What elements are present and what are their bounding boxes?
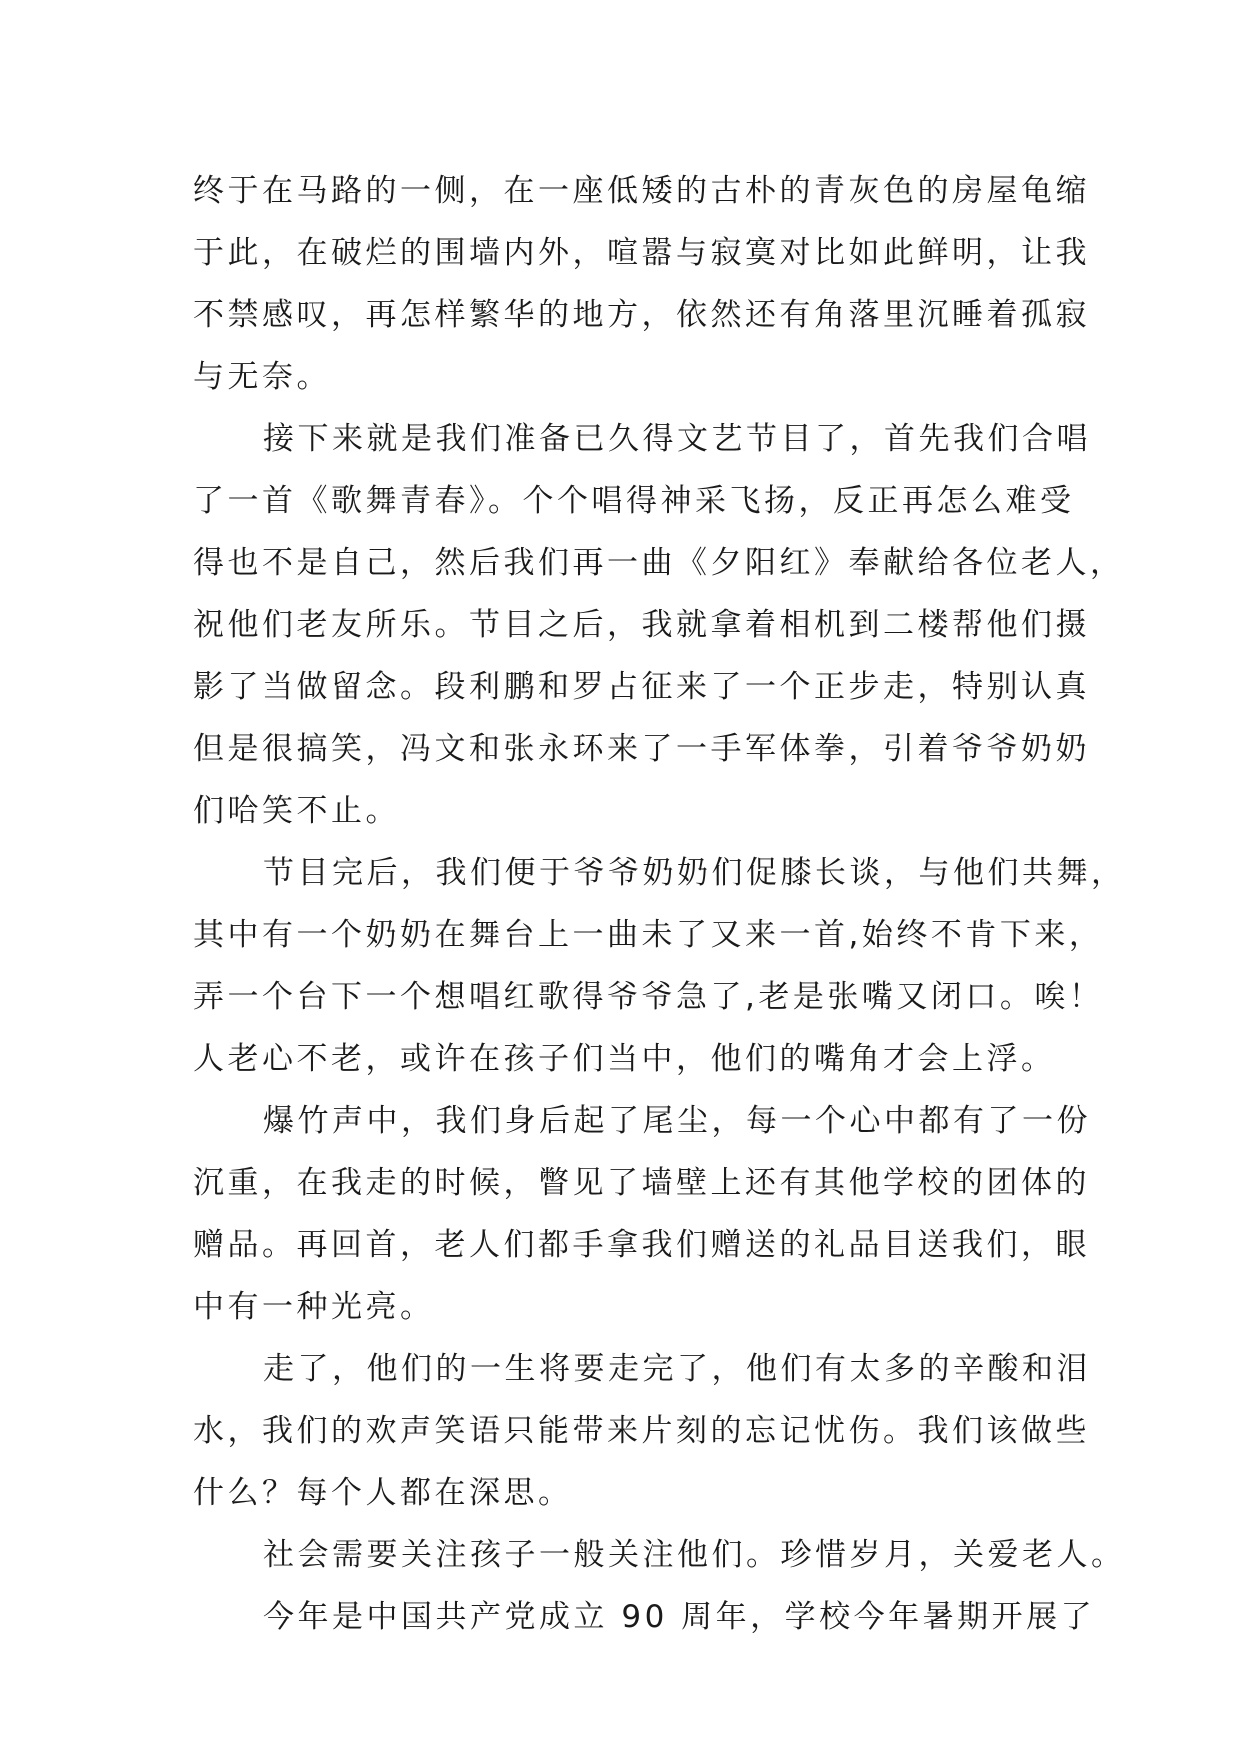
text-line: 终于在马路的一侧，在一座低矮的古朴的青灰色的房屋龟缩 xyxy=(193,173,1090,209)
text-line: 但是很搞笑，冯文和张永环来了一手军体拳，引着爷爷奶奶 xyxy=(193,731,1090,767)
text-line: 什么？每个人都在深思。 xyxy=(193,1475,573,1511)
text-line: 祝他们老友所乐。节目之后，我就拿着相机到二楼帮他们摄 xyxy=(193,607,1090,643)
text-line: 不禁感叹，再怎样繁华的地方，依然还有角落里沉睡着孤寂 xyxy=(193,297,1090,333)
paragraph-first-line: 走了，他们的一生将要走完了，他们有太多的辛酸和泪 xyxy=(263,1351,1091,1387)
paragraph-first-line: 接下来就是我们准备已久得文艺节目了，首先我们合唱 xyxy=(263,421,1091,457)
paragraph-first-line: 社会需要关注孩子一般关注他们。珍惜岁月，关爱老人。 xyxy=(263,1537,1126,1573)
text-line: 得也不是自己，然后我们再一曲《夕阳红》奉献给各位老人， xyxy=(193,545,1125,581)
text-line: 水，我们的欢声笑语只能带来片刻的忘记忧伤。我们该做些 xyxy=(193,1413,1090,1449)
document-body xyxy=(193,160,1126,1648)
text-line: 们哈笑不止。 xyxy=(193,793,400,829)
text-line: 弄一个台下一个想唱红歌得爷爷急了,老是张嘴又闭口。唉！ xyxy=(193,979,1104,1015)
text-line: 人老心不老，或许在孩子们当中，他们的嘴角才会上浮。 xyxy=(193,1041,1056,1077)
text-line: 影了当做留念。段利鹏和罗占征来了一个正步走，特别认真 xyxy=(193,669,1090,705)
paragraph-first-line: 今年是中国共产党成立 90 周年，学校今年暑期开展了 xyxy=(263,1599,1096,1635)
text-line: 了一首《歌舞青春》。个个唱得神采飞扬，反正再怎么难受 xyxy=(193,483,1075,519)
text-line: 赠品。再回首，老人们都手拿我们赠送的礼品目送我们，眼 xyxy=(193,1227,1090,1263)
text-line: 沉重，在我走的时候，瞥见了墙壁上还有其他学校的团体的 xyxy=(193,1165,1090,1201)
paragraph-first-line: 节目完后，我们便于爷爷奶奶们促膝长谈，与他们共舞， xyxy=(263,855,1126,891)
text-line: 中有一种光亮。 xyxy=(193,1289,435,1325)
text-line: 于此，在破烂的围墙内外，喧嚣与寂寞对比如此鲜明，让我 xyxy=(193,235,1090,271)
paragraph-first-line: 爆竹声中，我们身后起了尾尘，每一个心中都有了一份 xyxy=(263,1103,1091,1139)
text-line: 其中有一个奶奶在舞台上一曲未了又来一首,始终不肯下来， xyxy=(193,917,1104,953)
text-line: 与无奈。 xyxy=(193,359,331,395)
